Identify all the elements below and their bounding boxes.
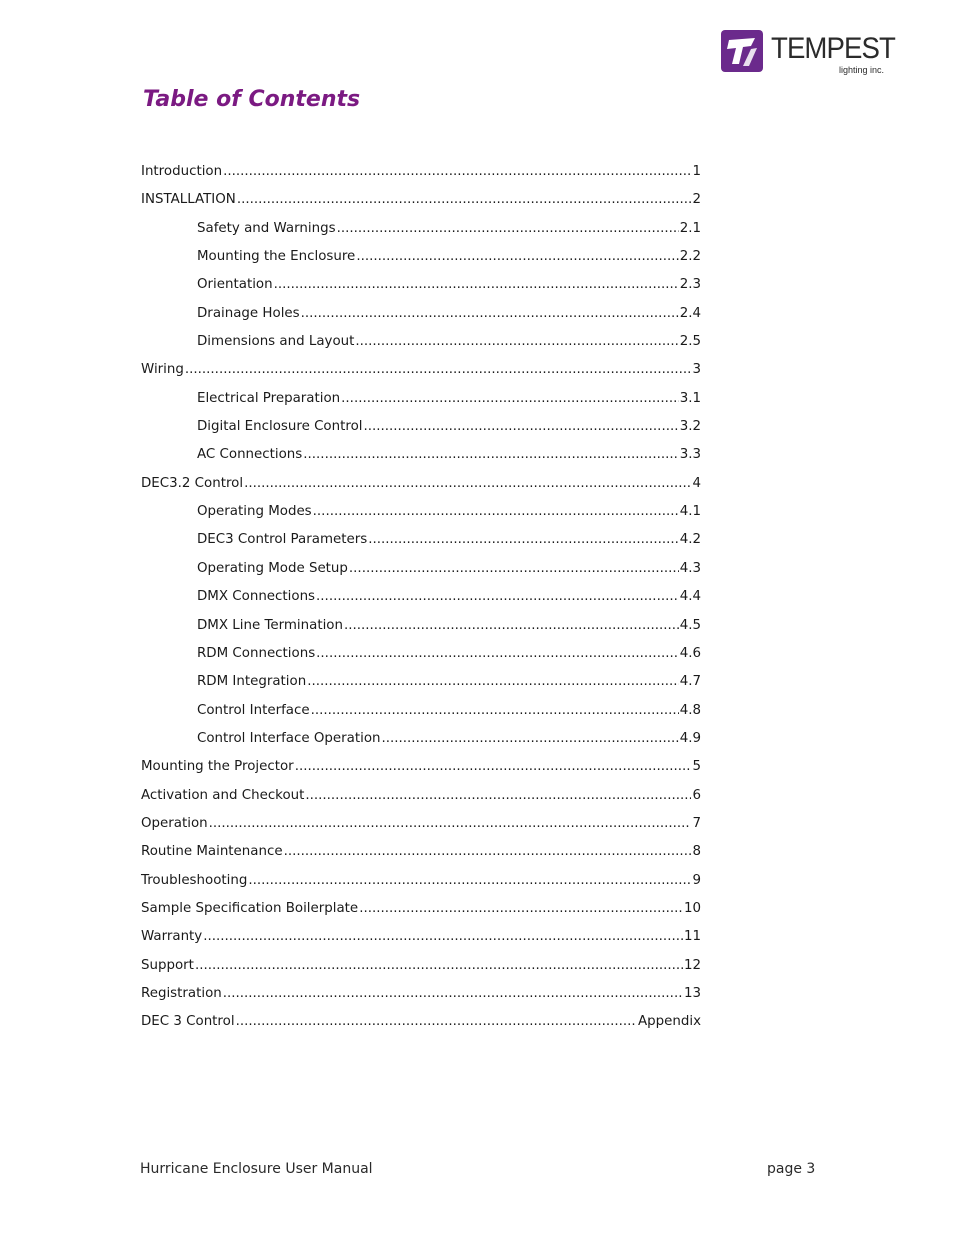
toc-entry-page: Appendix bbox=[637, 1014, 701, 1030]
toc-entry[interactable] bbox=[141, 443, 701, 471]
toc-dot-leader bbox=[363, 415, 678, 439]
toc-entry-label: Drainage Holes bbox=[197, 305, 300, 321]
toc-entry[interactable] bbox=[141, 358, 701, 386]
toc-dot-leader bbox=[223, 982, 683, 1006]
toc-entry-label: Control Interface Operation bbox=[197, 730, 381, 746]
toc-entry[interactable] bbox=[141, 1010, 701, 1038]
page-title: Table of Contents bbox=[143, 87, 361, 112]
toc-entry-page: 2.4 bbox=[679, 305, 701, 321]
toc-entry[interactable] bbox=[141, 160, 701, 188]
toc-entry-label: Mounting the Projector bbox=[141, 759, 294, 775]
toc-entry-label: Safety and Warnings bbox=[197, 220, 336, 236]
toc-entry-page: 5 bbox=[692, 759, 701, 775]
toc-entry-page: 10 bbox=[683, 900, 701, 916]
table-of-contents bbox=[141, 160, 701, 1039]
toc-entry[interactable] bbox=[141, 188, 701, 216]
toc-entry[interactable] bbox=[141, 217, 701, 245]
toc-entry-page: 3 bbox=[692, 362, 701, 378]
toc-entry[interactable] bbox=[141, 982, 701, 1010]
toc-entry-label: AC Connections bbox=[197, 447, 303, 463]
toc-entry[interactable] bbox=[141, 273, 701, 301]
toc-dot-leader bbox=[382, 727, 679, 751]
toc-dot-leader bbox=[223, 160, 691, 184]
toc-entry-page: 13 bbox=[683, 985, 701, 1001]
toc-dot-leader bbox=[284, 840, 692, 864]
toc-dot-leader bbox=[307, 670, 678, 694]
toc-entry-label: Operating Modes bbox=[197, 504, 312, 520]
toc-entry-label: Electrical Preparation bbox=[197, 390, 341, 406]
toc-dot-leader bbox=[316, 585, 679, 609]
toc-entry-label: RDM Connections bbox=[197, 645, 316, 661]
toc-entry-page: 4.6 bbox=[679, 645, 701, 661]
toc-entry[interactable] bbox=[141, 585, 701, 613]
toc-entry-label: Support bbox=[141, 957, 194, 973]
tempest-logo-icon bbox=[721, 30, 763, 72]
logo-tagline: lighting inc. bbox=[839, 65, 885, 75]
toc-entry-label: DEC 3 Control bbox=[141, 1014, 235, 1030]
toc-entry-label: Control Interface bbox=[197, 702, 310, 718]
toc-dot-leader bbox=[341, 387, 679, 411]
toc-dot-leader bbox=[185, 358, 692, 382]
footer-document-title: Hurricane Enclosure User Manual bbox=[140, 1161, 373, 1177]
toc-entry-label: Troubleshooting bbox=[141, 872, 248, 888]
toc-entry[interactable] bbox=[141, 699, 701, 727]
toc-dot-leader bbox=[301, 302, 679, 326]
toc-entry-page: 4.8 bbox=[679, 702, 701, 718]
toc-entry[interactable] bbox=[141, 528, 701, 556]
toc-entry-page: 8 bbox=[692, 844, 701, 860]
toc-entry-label: DMX Line Termination bbox=[197, 617, 343, 633]
toc-entry[interactable] bbox=[141, 784, 701, 812]
toc-entry[interactable] bbox=[141, 500, 701, 528]
toc-entry[interactable] bbox=[141, 245, 701, 273]
toc-dot-leader bbox=[316, 642, 679, 666]
toc-entry-label: Orientation bbox=[197, 277, 273, 293]
toc-dot-leader bbox=[209, 812, 692, 836]
toc-entry-page: 2 bbox=[692, 192, 701, 208]
toc-dot-leader bbox=[244, 472, 691, 496]
toc-entry-page: 7 bbox=[692, 815, 701, 831]
tempest-logo bbox=[721, 30, 896, 78]
toc-entry-label: Dimensions and Layout bbox=[197, 334, 355, 350]
toc-entry[interactable] bbox=[141, 897, 701, 925]
toc-dot-leader bbox=[195, 954, 683, 978]
toc-entry-page: 3.2 bbox=[679, 419, 701, 435]
toc-entry-label: Warranty bbox=[141, 929, 203, 945]
toc-entry[interactable] bbox=[141, 670, 701, 698]
toc-entry-page: 4.2 bbox=[679, 532, 701, 548]
toc-entry[interactable] bbox=[141, 557, 701, 585]
toc-entry-label: DEC3.2 Control bbox=[141, 475, 244, 491]
toc-dot-leader bbox=[313, 500, 679, 524]
toc-dot-leader bbox=[303, 443, 678, 467]
toc-entry[interactable] bbox=[141, 812, 701, 840]
toc-entry-label: Routine Maintenance bbox=[141, 844, 283, 860]
toc-entry-label: Mounting the Enclosure bbox=[197, 249, 356, 265]
toc-entry-page: 4.7 bbox=[679, 674, 701, 690]
toc-entry[interactable] bbox=[141, 755, 701, 783]
toc-dot-leader bbox=[203, 925, 683, 949]
toc-entry-page: 4.4 bbox=[679, 589, 701, 605]
toc-entry-page: 1 bbox=[692, 164, 701, 179]
toc-entry-page: 2.2 bbox=[679, 249, 701, 265]
toc-dot-leader bbox=[355, 330, 678, 354]
toc-dot-leader bbox=[305, 784, 691, 808]
toc-dot-leader bbox=[248, 869, 691, 893]
toc-entry-label: DEC3 Control Parameters bbox=[197, 532, 368, 548]
toc-entry-page: 4.9 bbox=[679, 730, 701, 746]
toc-entry-page: 4.1 bbox=[679, 504, 701, 520]
toc-entry[interactable] bbox=[141, 330, 701, 358]
toc-entry-page: 12 bbox=[683, 957, 701, 973]
toc-entry-label: Operating Mode Setup bbox=[197, 560, 348, 576]
toc-dot-leader bbox=[236, 1010, 637, 1034]
toc-entry-label: Introduction bbox=[141, 164, 223, 179]
toc-dot-leader bbox=[311, 699, 679, 723]
toc-entry-label: Activation and Checkout bbox=[141, 787, 305, 803]
toc-entry[interactable] bbox=[141, 614, 701, 642]
toc-entry[interactable] bbox=[141, 387, 701, 415]
logo-wordmark: TEMPEST bbox=[771, 32, 895, 65]
toc-dot-leader bbox=[359, 897, 683, 921]
toc-entry[interactable] bbox=[141, 302, 701, 330]
toc-entry-page: 4.3 bbox=[679, 560, 701, 576]
toc-entry-label: RDM Integration bbox=[197, 674, 307, 690]
footer-page-number: page 3 bbox=[767, 1161, 816, 1177]
toc-dot-leader bbox=[337, 217, 679, 241]
toc-entry-page: 6 bbox=[692, 787, 701, 803]
toc-dot-leader bbox=[356, 245, 678, 269]
toc-entry-label: DMX Connections bbox=[197, 589, 316, 605]
toc-entry[interactable] bbox=[141, 642, 701, 670]
toc-entry-page: 3.1 bbox=[679, 390, 701, 406]
toc-entry-page: 9 bbox=[692, 872, 701, 888]
toc-dot-leader bbox=[295, 755, 692, 779]
toc-entry-label: Sample Specification Boilerplate bbox=[141, 900, 359, 916]
toc-entry-label: Wiring bbox=[141, 362, 184, 378]
toc-entry-page: 4.5 bbox=[679, 617, 701, 633]
toc-dot-leader bbox=[344, 614, 679, 638]
toc-entry-label: INSTALLATION bbox=[141, 192, 236, 208]
toc-entry-page: 2.3 bbox=[679, 277, 701, 293]
toc-entry-page: 11 bbox=[683, 929, 701, 945]
toc-entry[interactable] bbox=[141, 869, 701, 897]
toc-entry[interactable] bbox=[141, 472, 701, 500]
toc-entry-label: Registration bbox=[141, 985, 222, 1001]
toc-entry[interactable] bbox=[141, 954, 701, 982]
toc-entry-page: 2.1 bbox=[679, 220, 701, 236]
toc-entry[interactable] bbox=[141, 727, 701, 755]
toc-dot-leader bbox=[349, 557, 679, 581]
toc-dot-leader bbox=[274, 273, 679, 297]
toc-entry[interactable] bbox=[141, 840, 701, 868]
toc-entry-label: Digital Enclosure Control bbox=[197, 419, 363, 435]
toc-dot-leader bbox=[368, 528, 679, 552]
toc-entry[interactable] bbox=[141, 925, 701, 953]
toc-entry-page: 3.3 bbox=[679, 447, 701, 463]
toc-entry-label: Operation bbox=[141, 815, 208, 831]
toc-dot-leader bbox=[237, 188, 692, 212]
toc-entry-page: 2.5 bbox=[679, 334, 701, 350]
toc-entry[interactable] bbox=[141, 415, 701, 443]
toc-entry-page: 4 bbox=[692, 475, 701, 491]
